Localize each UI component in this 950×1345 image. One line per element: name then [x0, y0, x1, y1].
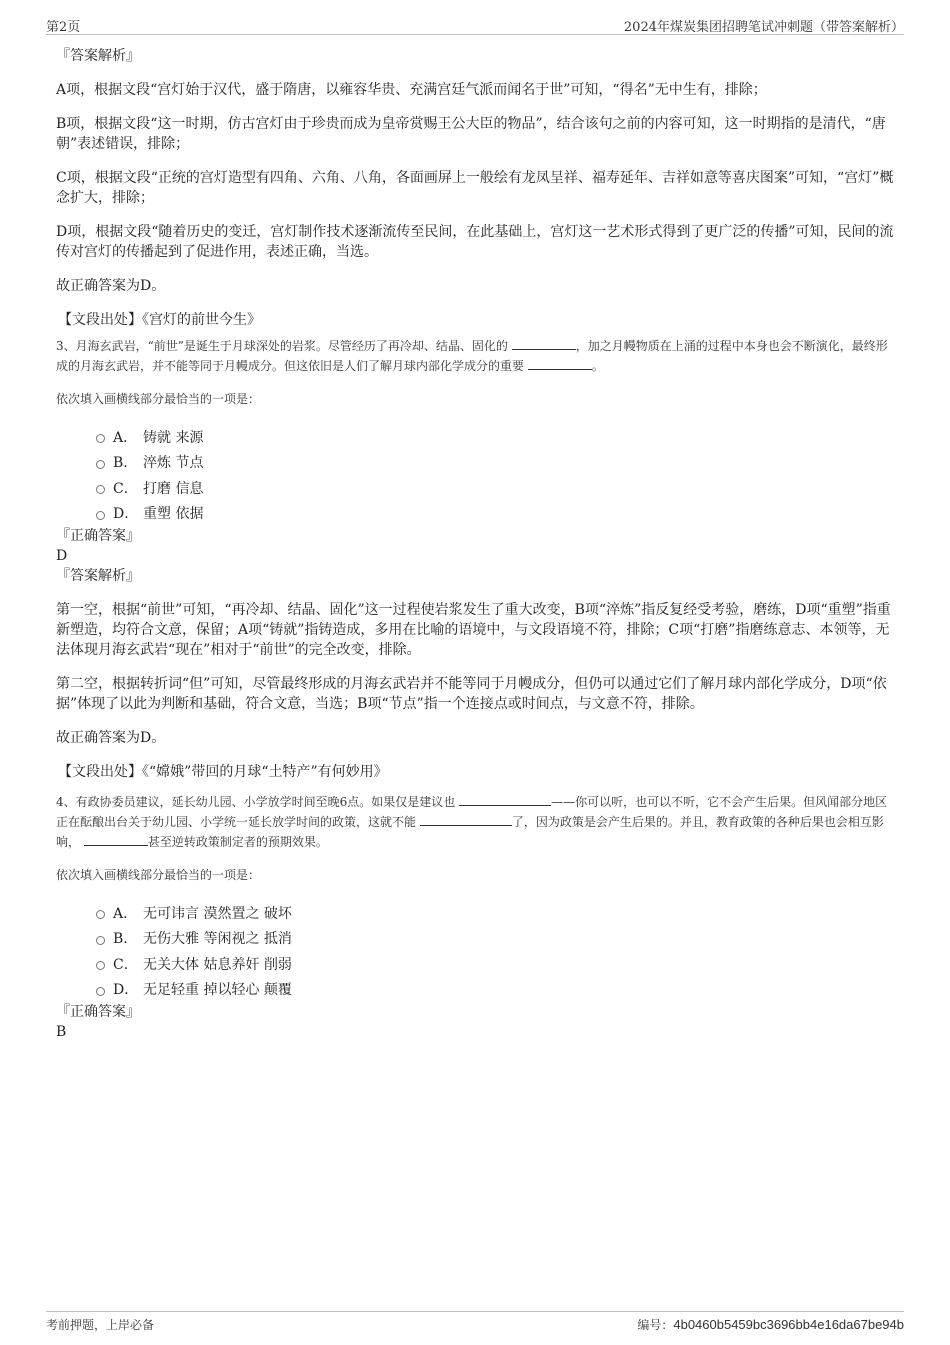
source-citation: 【文段出处】《“嫦娥”带回的月球“土特产”有何妙用》 [58, 764, 388, 780]
analysis-paragraph: A项，根据文段“宫灯始于汉代，盛于隋唐，以雍容华贵、充满宫廷气派而闻名于世”可知，“得名”无中生有，排除； [56, 82, 767, 98]
footer-slogan: 考前押题，上岸必备 [46, 1318, 155, 1332]
option-a[interactable]: A． 无可讳言 漠然置之 破坏 [96, 900, 896, 926]
option-d[interactable]: D． 重塑 依据 [96, 501, 896, 527]
source-citation: 【文段出处】《宫灯的前世今生》 [58, 312, 261, 328]
question-3-stem: 3、月海玄武岩，“前世”是诞生于月球深处的岩浆。尽管经历了再冷却、结晶、固化的 ，加之月幔物质在上涌的过程中本身也会不断演化，最终形成的月海玄武岩，并不能等同于月幔成分。但这依旧是人们了解月球内部化学成分的重要 。 [56, 339, 888, 373]
radio-icon[interactable] [96, 987, 105, 996]
page-footer [46, 1311, 904, 1336]
page-content [56, 44, 896, 1042]
correct-answer-label: 『正确答案』 [56, 528, 140, 544]
option-a[interactable]: A． 铸就 来源 [96, 424, 896, 450]
answer-blank [512, 337, 576, 350]
answer-conclusion: 故正确答案为D。 [56, 730, 166, 746]
correct-answer: D [56, 548, 68, 564]
analysis-paragraph: B项，根据文段“这一时期，仿古宫灯由于珍贵而成为皇帝赏赐王公大臣的物品”，结合该句之前的内容可知，这一时期指的是清代，“唐朝”表述错误，排除； [56, 116, 886, 152]
option-d[interactable]: D． 无足轻重 掉以轻心 颠覆 [96, 977, 896, 1003]
answer-blank [84, 833, 148, 846]
question-4-stem: 4、有政协委员建议，延长幼儿园、小学放学时间至晚6点。如果仅是建议也 ——你可以听，也可以不听，它不会产生后果。但风闻部分地区正在酝酿出台关于幼儿园、小学统一延长放学时间的政策，这就不能 了，因为政策是会产生后果的。并且，教育政策的各种后果也会相互影响， 甚至逆转政策制定者的预期效果。 [56, 795, 888, 849]
radio-icon[interactable] [96, 485, 105, 494]
radio-icon[interactable] [96, 511, 105, 520]
radio-icon[interactable] [96, 936, 105, 945]
option-b[interactable]: B． 无伤大雅 等闲视之 抵消 [96, 926, 896, 952]
question-4-options [96, 900, 896, 1002]
answer-conclusion: 故正确答案为D。 [56, 278, 166, 294]
analysis-label: 『答案解析』 [56, 568, 140, 584]
radio-icon[interactable] [96, 434, 105, 443]
radio-icon[interactable] [96, 460, 105, 469]
analysis-paragraph: 第一空，根据“前世”可知，“再冷却、结晶、固化”这一过程使岩浆发生了重大改变，B项“淬炼”指反复经受考验，磨练，D项“重塑”指重新塑造，均符合文意，保留；A项“铸就”指铸造成，多用在比喻的语境中，与文段语境不符，排除；C项“打磨”指磨练意志、本领等，无法体现月海玄武岩“现在”相对于“前世”的完全改变，排除。 [56, 602, 891, 658]
analysis-paragraph: D项，根据文段“随着历史的变迁，宫灯制作技术逐渐流传至民间，在此基础上，宫灯这一艺术形式得到了更广泛的传播”可知，民间的流传对宫灯的传播起到了促进作用，表述正确，当选。 [56, 224, 894, 260]
answer-blank [459, 793, 551, 806]
option-c[interactable]: C． 打磨 信息 [96, 475, 896, 501]
document-title: 2024年煤炭集团招聘笔试冲刺题（带答案解析） [623, 20, 904, 35]
analysis-paragraph: 第二空，根据转折词“但”可知，尽管最终形成的月海玄武岩并不能等同于月幔成分，但仍可以通过它们了解月球内部化学成分，D项“依据”体现了以此为判断和基础，符合文意，当选；B项“节点”指一个连接点或时间点，与文意不符，排除。 [56, 676, 887, 712]
question-prompt: 依次填入画横线部分最恰当的一项是： [56, 868, 261, 882]
correct-answer: B [56, 1024, 67, 1040]
radio-icon[interactable] [96, 961, 105, 970]
radio-icon[interactable] [96, 910, 105, 919]
analysis-label: 『答案解析』 [56, 48, 140, 64]
document-code: 编号：4b0460b5459bc3696bb4e16da67be94b [637, 1317, 904, 1332]
analysis-paragraph: C项，根据文段“正统的宫灯造型有四角、六角、八角，各面画屏上一般绘有龙凤呈祥、福寿延年、吉祥如意等喜庆图案”可知，“宫灯”概念扩大，排除； [56, 170, 894, 206]
answer-blank [420, 813, 512, 826]
page-number: 第2页 [46, 20, 81, 35]
option-b[interactable]: B． 淬炼 节点 [96, 450, 896, 476]
page-header [46, 14, 904, 35]
question-prompt: 依次填入画横线部分最恰当的一项是： [56, 392, 261, 406]
answer-blank [528, 357, 592, 370]
correct-answer-label: 『正确答案』 [56, 1004, 140, 1020]
question-3-options [96, 424, 896, 526]
option-c[interactable]: C． 无关大体 姑息养奸 削弱 [96, 951, 896, 977]
